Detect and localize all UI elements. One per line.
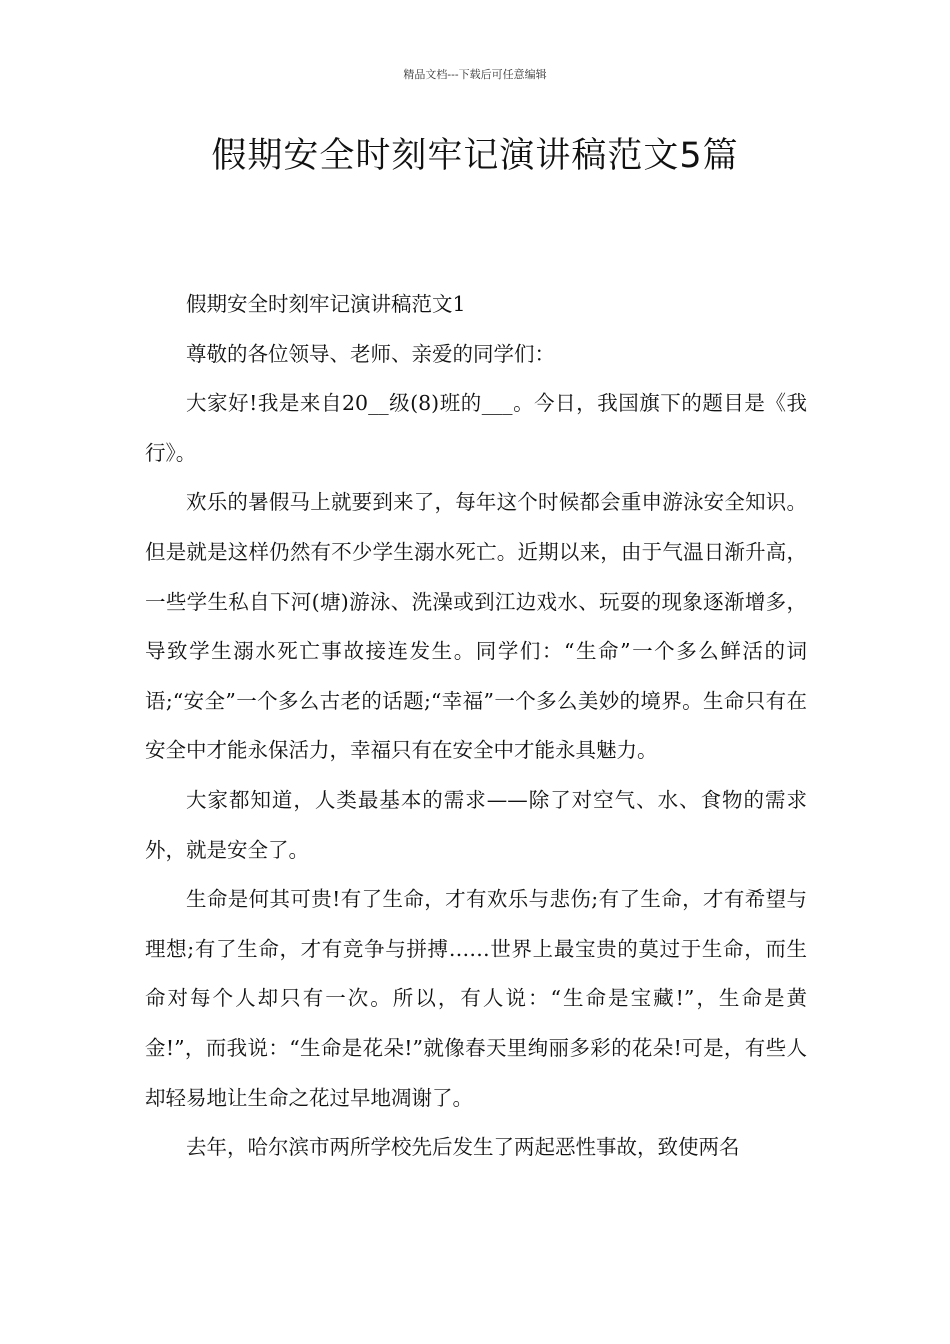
paragraph-greeting: 大家好!我是来自20__级(8)班的___。今日，我国旗下的题目是《我行》。 (145, 391, 807, 465)
paragraph-body: 去年，哈尔滨市两所学校先后发生了两起恶性事故，致使两名 (186, 1135, 740, 1160)
paragraph-body: 欢乐的暑假马上就要到来了，每年这个时候都会重申游泳安全知识。但是就是这样仍然有不少学生溺水死亡。近期以来，由于气温日渐升高，一些学生私自下河(塘)游泳、洗澡或到江边戏水、玩耍的现象逐渐增多，导致学生溺水死亡事故接连发生。同学们：“生命”一个多么鲜活的词语;“安全”一个多么古老的话题;“幸福”一个多么美妙的境界。生命只有在安全中才能永保活力，幸福只有在安全中才能永具魅力。 (145, 490, 807, 763)
paragraph-body: 大家都知道，人类最基本的需求——除了对空气、水、食物的需求外，就是安全了。 (145, 787, 807, 862)
header-note: 精品文档---下载后可任意编辑 (403, 68, 547, 81)
paragraph-subtitle: 假期安全时刻牢记演讲稿范文1 (186, 292, 466, 316)
document-body (145, 280, 807, 1173)
paragraph-body: 生命是何其可贵!有了生命，才有欢乐与悲伤;有了生命，才有希望与理想;有了生命，才有竞争与拼搏……世界上最宝贵的莫过于生命，而生命对每个人却只有一次。所以，有人说：“生命是宝藏!”，生命是黄金!”，而我说：“生命是花朵!”就像春天里绚丽多彩的花朵!可是，有些人却轻易地让生命之花过早地凋谢了。 (145, 887, 807, 1110)
paragraph-salutation: 尊敬的各位领导、老师、亲爱的同学们： (186, 341, 555, 366)
document-title: 假期安全时刻牢记演讲稿范文5篇 (211, 136, 739, 176)
